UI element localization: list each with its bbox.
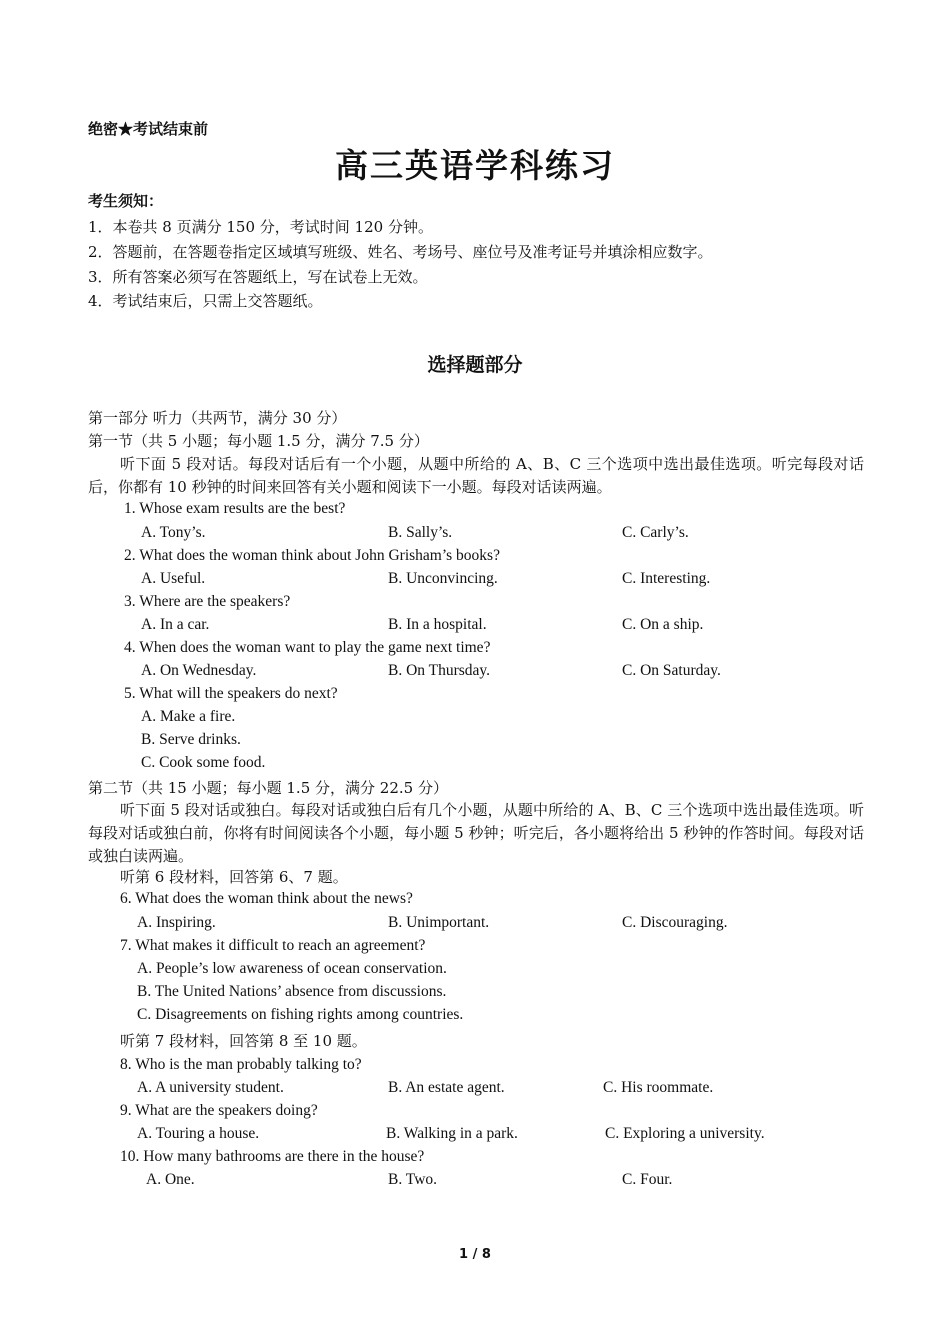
question-8: 8. Who is the man probably talking to? <box>120 1056 362 1073</box>
section2-instructions: 听下面 5 段对话或独白。每段对话或独白后有几个小题，从题中所给的 A、B、C 三个选项中选出最佳选项。听每段对话或独白前，你将有时间阅读各个小题，每小题 5 秒钟；听完后，各小题将给出 5 秒钟的作答时间。每段对话或独白读两遍。 <box>88 801 864 865</box>
option-c: C. Cook some food. <box>141 754 266 771</box>
option-a: A. People’s low awareness of ocean conservation. <box>137 960 447 977</box>
option-a: A. On Wednesday. <box>141 662 257 679</box>
question-10: 10. How many bathrooms are there in the house? <box>120 1148 425 1165</box>
page-title: 高三英语学科练习 <box>335 146 615 185</box>
question-4: 4. When does the woman want to play the game next time? <box>124 639 491 656</box>
option-b: B. In a hospital. <box>388 616 487 633</box>
question-5: 5. What will the speakers do next? <box>124 685 338 702</box>
option-b: B. Unimportant. <box>388 914 490 931</box>
option-a: A. Touring a house. <box>137 1125 260 1142</box>
option-a: A. One. <box>146 1171 195 1188</box>
option-b: B. The United Nations’ absence from discussions. <box>137 983 447 1000</box>
notice-item: 2．答题前，在答题卷指定区域填写班级、姓名、考场号、座位号及准考证号并填涂相应数字。 <box>88 243 713 261</box>
option-c: C. Carly’s. <box>622 524 689 541</box>
question-2: 2. What does the woman think about John Grisham’s books? <box>124 547 500 564</box>
question-1: 1. Whose exam results are the best? <box>124 500 346 517</box>
option-b: B. Serve drinks. <box>141 731 241 748</box>
option-c: C. Exploring a university. <box>605 1125 765 1142</box>
option-a: A. Tony’s. <box>141 524 206 541</box>
option-c: C. His roommate. <box>603 1079 714 1096</box>
option-c: C. Discouraging. <box>622 914 728 931</box>
option-b: B. An estate agent. <box>388 1079 505 1096</box>
option-a: A. In a car. <box>141 616 210 633</box>
option-b: B. On Thursday. <box>388 662 491 679</box>
option-b: B. Two. <box>388 1171 438 1188</box>
option-a: A. Make a fire. <box>141 708 236 725</box>
option-c: C. Interesting. <box>622 570 711 587</box>
part1-heading: 第一部分 听力（共两节，满分 30 分） <box>88 409 347 427</box>
question-3: 3. Where are the speakers? <box>124 593 291 610</box>
section-title: 选择题部分 <box>427 354 523 376</box>
option-a: A. Inspiring. <box>137 914 216 931</box>
option-a: A. Useful. <box>141 570 206 587</box>
question-6: 6. What does the woman think about the news? <box>120 890 413 907</box>
section2-heading: 第二节（共 15 小题；每小题 1.5 分，满分 22.5 分） <box>88 779 448 797</box>
notice-item: 4．考试结束后，只需上交答题纸。 <box>88 292 323 310</box>
notice-heading: 考生须知： <box>88 192 164 210</box>
confidential-label: 绝密★考试结束前 <box>88 120 209 138</box>
material-7-label: 听第 7 段材料，回答第 8 至 10 题。 <box>120 1032 367 1050</box>
option-c: C. Disagreements on fishing rights among countries. <box>137 1006 464 1023</box>
material-6-label: 听第 6 段材料，回答第 6、7 题。 <box>120 868 348 886</box>
question-9: 9. What are the speakers doing? <box>120 1102 318 1119</box>
notice-item: 1．本卷共 8 页满分 150 分，考试时间 120 分钟。 <box>88 218 433 236</box>
option-b: B. Sally’s. <box>388 524 453 541</box>
question-7: 7. What makes it difficult to reach an agreement? <box>120 937 426 954</box>
section1-instructions: 听下面 5 段对话。每段对话后有一个小题，从题中所给的 A、B、C 三个选项中选出最佳选项。听完每段对话后，你都有 10 秒钟的时间来回答有关小题和阅读下一小题。每段对话读两遍。 <box>88 455 864 496</box>
page-number: 1 / 8 <box>459 1247 491 1262</box>
notice-item: 3．所有答案必须写在答题纸上，写在试卷上无效。 <box>88 268 428 286</box>
section1-heading: 第一节（共 5 小题；每小题 1.5 分，满分 7.5 分） <box>88 432 429 450</box>
option-b: B. Walking in a park. <box>386 1125 518 1142</box>
option-a: A. A university student. <box>137 1079 284 1096</box>
option-c: C. On a ship. <box>622 616 704 633</box>
option-b: B. Unconvincing. <box>388 570 498 587</box>
option-c: C. Four. <box>622 1171 673 1188</box>
option-c: C. On Saturday. <box>622 662 721 679</box>
